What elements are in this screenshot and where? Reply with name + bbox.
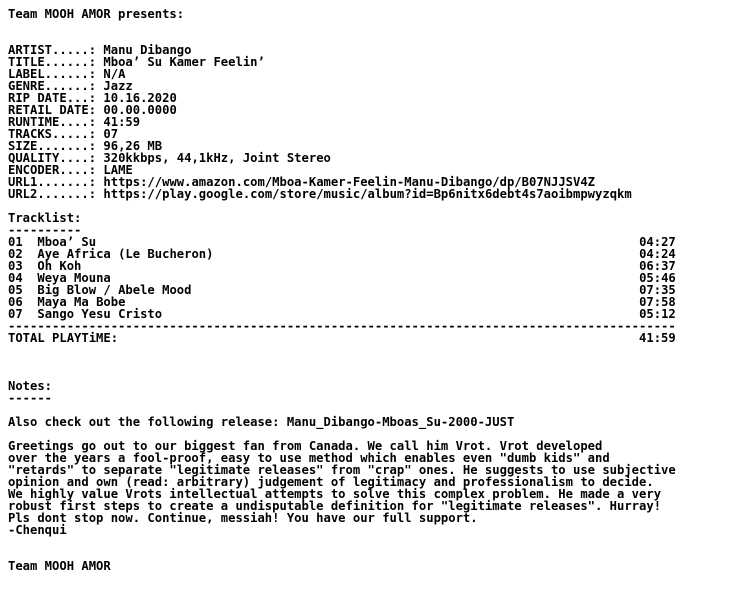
track-time: 04:27 bbox=[639, 235, 676, 249]
notes-underline-text: ------ bbox=[8, 391, 53, 405]
info-value: 07 bbox=[103, 127, 119, 141]
greetings-text: Greetings go out to our biggest fan from Canada. We call him Vrot. Vrot developed bbox=[8, 439, 603, 453]
footer-line bbox=[8, 560, 676, 572]
info-key: TRACKS.....: bbox=[8, 127, 97, 141]
track-number: 02 bbox=[8, 247, 23, 261]
track-number: 04 bbox=[8, 271, 23, 285]
track-number: 07 bbox=[8, 307, 23, 321]
blank-line bbox=[8, 536, 676, 548]
track-time: 05:12 bbox=[639, 307, 676, 321]
track-time: 04:24 bbox=[639, 247, 676, 261]
greetings-text: robust first steps to create a undisputable definition for "legitimate releases". Hurray! bbox=[8, 499, 662, 513]
info-key: RUNTIME....: bbox=[8, 115, 97, 129]
info-key: RETAIL DATE: bbox=[8, 103, 97, 117]
track-title: Big Blow / Abele Mood bbox=[37, 283, 192, 297]
footer-text: Team MOOH AMOR bbox=[8, 559, 111, 573]
track-time: 07:58 bbox=[639, 295, 676, 309]
notes-heading bbox=[8, 380, 676, 392]
greetings-text: We highly value Vrots intellectual attempts to solve this complex problem. He made a very bbox=[8, 487, 662, 501]
blank-line bbox=[8, 20, 676, 32]
info-key: GENRE......: bbox=[8, 79, 97, 93]
greetings-text: "retards" to separate "legitimate releases" from "crap" ones. He suggests to use subjective bbox=[8, 463, 676, 477]
track-title: Weya Mouna bbox=[37, 271, 111, 285]
track-title: Mboa’ Su bbox=[37, 235, 97, 249]
info-value: Jazz bbox=[103, 79, 133, 93]
info-key: URL2.......: bbox=[8, 187, 97, 201]
track-time: 07:35 bbox=[639, 283, 676, 297]
info-value: 96,26 MB bbox=[103, 139, 163, 153]
info-row bbox=[8, 188, 676, 200]
total-playtime-value: 41:59 bbox=[639, 331, 676, 345]
notes-heading-text: Notes: bbox=[8, 379, 53, 393]
track-number: 05 bbox=[8, 283, 23, 297]
info-key: RIP DATE...: bbox=[8, 91, 97, 105]
track-title: Sango Yesu Cristo bbox=[37, 307, 163, 321]
info-key: TITLE......: bbox=[8, 55, 97, 69]
greetings-line bbox=[8, 524, 676, 536]
also-check-line bbox=[8, 416, 676, 428]
header-text: Team MOOH AMOR presents: bbox=[8, 7, 185, 21]
blank-line bbox=[8, 368, 676, 380]
info-key: SIZE.......: bbox=[8, 139, 97, 153]
info-value: Manu Dibango bbox=[103, 43, 192, 57]
tracklist-heading-text: Tracklist: bbox=[8, 211, 82, 225]
track-number: 01 bbox=[8, 235, 23, 249]
total-playtime-label: TOTAL PLAYTiME: bbox=[8, 331, 119, 345]
blank-line bbox=[8, 200, 676, 212]
greetings-text: -Chenqui bbox=[8, 523, 67, 537]
greetings-text: opinion and own (read: arbitrary) judgement of legitimacy and professionalism to decide. bbox=[8, 475, 654, 489]
info-key: QUALITY....: bbox=[8, 151, 97, 165]
info-value: LAME bbox=[103, 163, 133, 177]
info-value: 10.16.2020 bbox=[103, 91, 177, 105]
info-value: N/A bbox=[103, 67, 126, 81]
track-title: Maya Ma Bobe bbox=[37, 295, 126, 309]
nfo-text bbox=[8, 8, 676, 572]
track-title: Aye Africa (Le Bucheron) bbox=[37, 247, 214, 261]
info-value: 00.00.0000 bbox=[103, 103, 177, 117]
tracklist-divider: ------------------------------------------------------------------------------------------- bbox=[8, 319, 676, 333]
info-value: 41:59 bbox=[103, 115, 141, 129]
track-number: 06 bbox=[8, 295, 23, 309]
info-key: ENCODER....: bbox=[8, 163, 97, 177]
track-number: 03 bbox=[8, 259, 23, 273]
info-value: Mboa’ Su Kamer Feelin’ bbox=[103, 55, 265, 69]
info-value: https://play.google.com/store/music/album?id=Bp6nitx6debt4s7aoibmpwyzqkm bbox=[103, 187, 632, 201]
info-key: ARTIST.....: bbox=[8, 43, 97, 57]
tracklist-heading bbox=[8, 212, 676, 224]
header-line bbox=[8, 8, 676, 20]
also-check-text: Also check out the following release: Manu_Dibango-Mboas_Su-2000-JUST bbox=[8, 415, 515, 429]
info-key: LABEL......: bbox=[8, 67, 97, 81]
greetings-text: Pls dont stop now. Continue, messiah! You have our full support. bbox=[8, 511, 478, 525]
track-time: 06:37 bbox=[639, 259, 676, 273]
track-time: 05:46 bbox=[639, 271, 676, 285]
track-title: Oh Koh bbox=[37, 259, 82, 273]
blank-line bbox=[8, 356, 676, 368]
notes-underline bbox=[8, 392, 676, 404]
info-key: URL1.......: bbox=[8, 175, 97, 189]
tracklist-underline-text: ---------- bbox=[8, 223, 82, 237]
greetings-text: over the years a fool-proof, easy to use method which enables even "dumb kids" and bbox=[8, 451, 610, 465]
greetings-line bbox=[8, 512, 676, 524]
info-value: 320kkbps, 44,1kHz, Joint Stereo bbox=[103, 151, 331, 165]
info-value: https://www.amazon.com/Mboa-Kamer-Feelin-Manu-Dibango/dp/B07NJJSV4Z bbox=[103, 175, 596, 189]
blank-line bbox=[8, 344, 676, 356]
total-playtime-row bbox=[8, 332, 676, 344]
